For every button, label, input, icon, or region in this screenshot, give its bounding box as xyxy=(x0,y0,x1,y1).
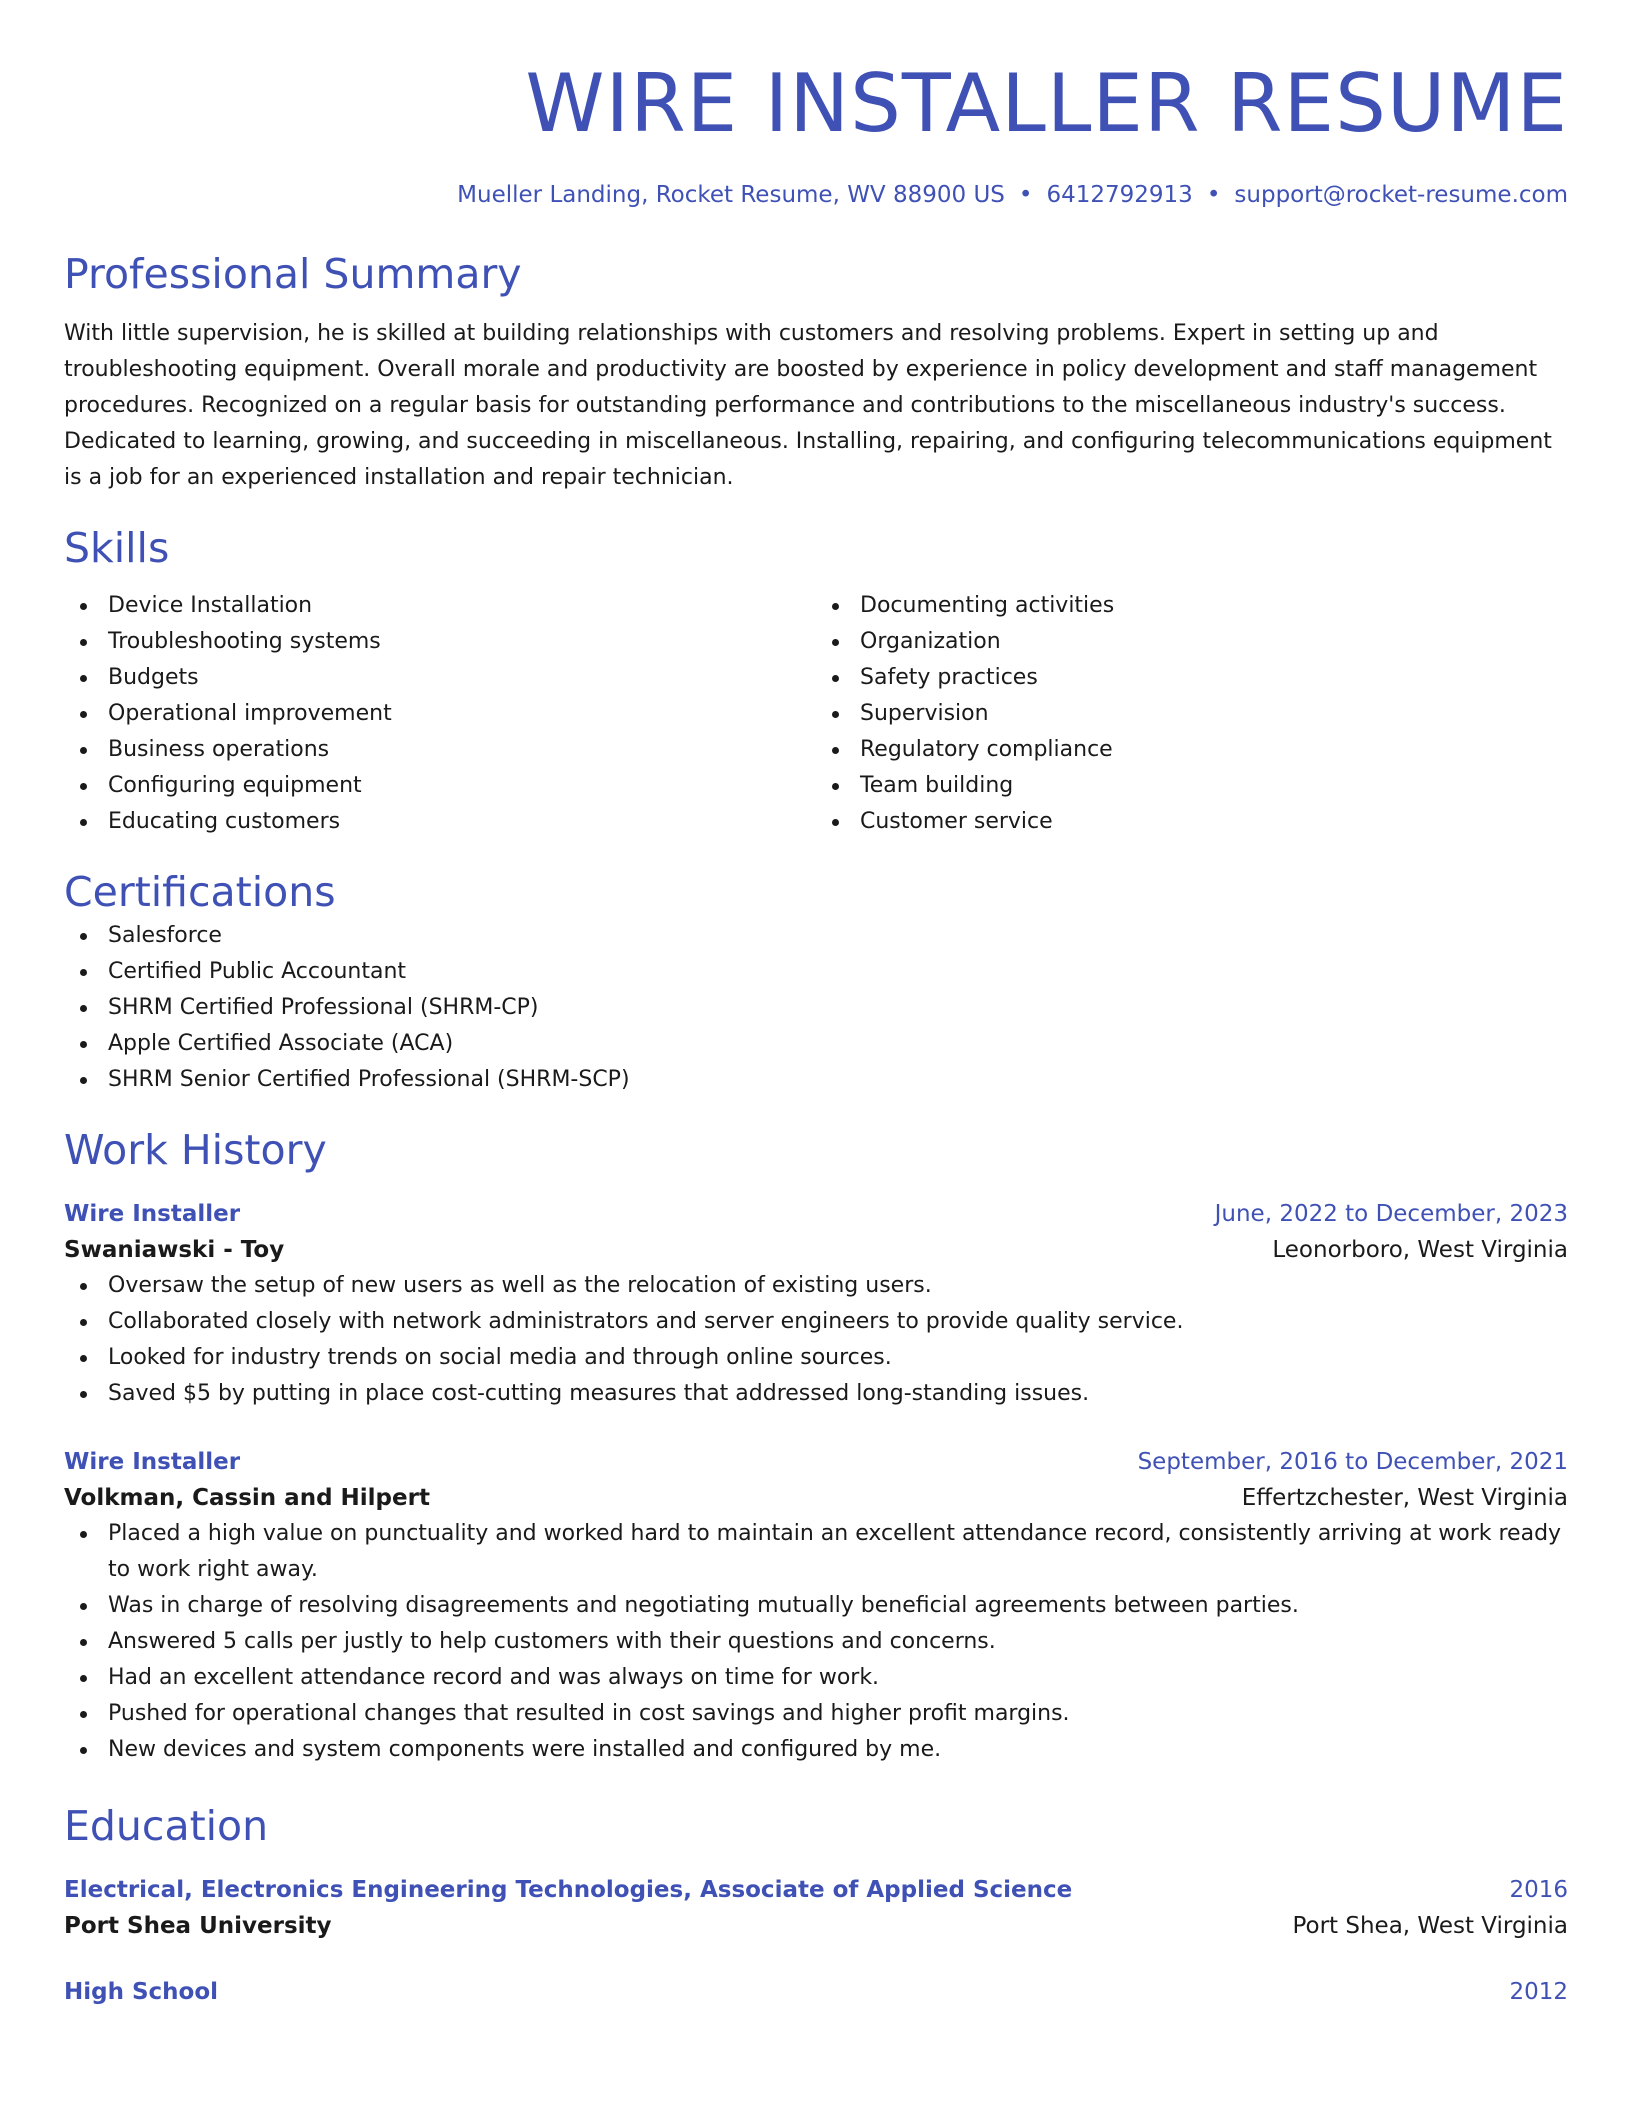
education-header-row xyxy=(64,1974,1568,2010)
contact-separator: • xyxy=(1206,182,1221,208)
certification-item: SHRM Senior Certified Professional (SHRM-SCP) xyxy=(108,1062,1568,1098)
certification-item: Apple Certified Associate (ACA) xyxy=(108,1026,1568,1062)
skill-item: Business operations xyxy=(108,732,816,768)
education-degree: High School xyxy=(64,1979,219,2005)
education-location: Port Shea, West Virginia xyxy=(1292,1913,1568,1939)
skill-item: Operational improvement xyxy=(108,696,816,732)
job-bullet: Placed a high value on punctuality and worked hard to maintain an excellent attendance record, consistently arriving at work ready to work right away. xyxy=(108,1516,1568,1588)
contact-email[interactable]: support@rocket-resume.com xyxy=(1234,182,1568,208)
certifications-list xyxy=(64,918,1568,1098)
job-title: Wire Installer xyxy=(64,1449,241,1475)
contact-phone[interactable]: 6412792913 xyxy=(1046,182,1193,208)
skill-item: Documenting activities xyxy=(860,588,1568,624)
education-heading: Education xyxy=(64,1802,269,1850)
skills-column-right xyxy=(816,588,1568,840)
education-school-row xyxy=(64,1908,1568,1944)
certification-item: Salesforce xyxy=(108,918,1568,954)
certification-item: Certified Public Accountant xyxy=(108,954,1568,990)
skill-item: Team building xyxy=(860,768,1568,804)
skill-item: Safety practices xyxy=(860,660,1568,696)
job-bullet: Pushed for operational changes that resulted in cost savings and higher profit margins. xyxy=(108,1696,1568,1732)
education-entry xyxy=(64,1974,1568,2010)
education-year: 2016 xyxy=(1509,1877,1568,1903)
job-bullet: Collaborated closely with network administrators and server engineers to provide quality service. xyxy=(108,1304,1568,1340)
job-bullet: Answered 5 calls per justly to help customers with their questions and concerns. xyxy=(108,1624,1568,1660)
job-dates: June, 2022 to December, 2023 xyxy=(1214,1201,1568,1227)
job-bullet: Was in charge of resolving disagreements and negotiating mutually beneficial agreements between parties. xyxy=(108,1588,1568,1624)
skill-item: Educating customers xyxy=(108,804,816,840)
skill-item: Device Installation xyxy=(108,588,816,624)
job-company: Swaniawski - Toy xyxy=(64,1237,285,1263)
skill-item: Organization xyxy=(860,624,1568,660)
skills-column-left xyxy=(64,588,816,840)
job-company-row xyxy=(64,1480,1568,1516)
certifications-heading: Certifications xyxy=(64,868,336,916)
contact-separator: • xyxy=(1018,182,1033,208)
job-bullet-list xyxy=(64,1268,1568,1412)
resume-page xyxy=(64,0,1568,2010)
job-bullet: Looked for industry trends on social media and through online sources. xyxy=(108,1340,1568,1376)
education-year: 2012 xyxy=(1509,1979,1568,2005)
job-company: Volkman, Cassin and Hilpert xyxy=(64,1485,430,1511)
skill-item: Customer service xyxy=(860,804,1568,840)
education-entry xyxy=(64,1872,1568,1944)
job-title: Wire Installer xyxy=(64,1201,241,1227)
education-header-row xyxy=(64,1872,1568,1908)
job-location: Leonorboro, West Virginia xyxy=(1272,1237,1568,1263)
skills-grid xyxy=(64,588,1568,840)
education-school: Port Shea University xyxy=(64,1913,332,1939)
job-bullet: Saved $5 by putting in place cost-cutting measures that addressed long-standing issues. xyxy=(108,1376,1568,1412)
job-bullet: Had an excellent attendance record and was always on time for work. xyxy=(108,1660,1568,1696)
job-company-row xyxy=(64,1232,1568,1268)
job-bullet-list xyxy=(64,1516,1568,1768)
skill-item: Troubleshooting systems xyxy=(108,624,816,660)
skill-item: Supervision xyxy=(860,696,1568,732)
skill-item: Budgets xyxy=(108,660,816,696)
skills-heading: Skills xyxy=(64,524,170,572)
job-entry xyxy=(64,1444,1568,1768)
job-entry xyxy=(64,1196,1568,1412)
skill-item: Regulatory compliance xyxy=(860,732,1568,768)
summary-text: With little supervision, he is skilled at building relationships with customers and resolving problems. Expert in setting up and troubleshooting equipment. Overall morale and productivity are boosted by experience in policy development and staff management procedures. Recognized on a regular basis for outstanding performance and contributions to the miscellaneous industry's success. Dedicated to learning, growing, and succeeding in miscellaneous. Installing, repairing, and configuring telecommunications equipment is a job for an experienced installation and repair technician. xyxy=(64,321,1552,490)
job-dates: September, 2016 to December, 2021 xyxy=(1137,1449,1568,1475)
job-location: Effertzchester, West Virginia xyxy=(1241,1485,1568,1511)
job-header-row xyxy=(64,1196,1568,1232)
summary-heading: Professional Summary xyxy=(64,250,522,298)
education-degree: Electrical, Electronics Engineering Technologies, Associate of Applied Science xyxy=(64,1877,1073,1903)
contact-address: Mueller Landing, Rocket Resume, WV 88900 US xyxy=(457,182,1005,208)
job-header-row xyxy=(64,1444,1568,1480)
skill-item: Configuring equipment xyxy=(108,768,816,804)
contact-line xyxy=(64,180,1568,210)
work-history-heading: Work History xyxy=(64,1126,327,1174)
resume-title: WIRE INSTALLER RESUME xyxy=(525,57,1568,150)
job-bullet: Oversaw the setup of new users as well as the relocation of existing users. xyxy=(108,1268,1568,1304)
job-bullet: New devices and system components were installed and configured by me. xyxy=(108,1732,1568,1768)
certification-item: SHRM Certified Professional (SHRM-CP) xyxy=(108,990,1568,1026)
